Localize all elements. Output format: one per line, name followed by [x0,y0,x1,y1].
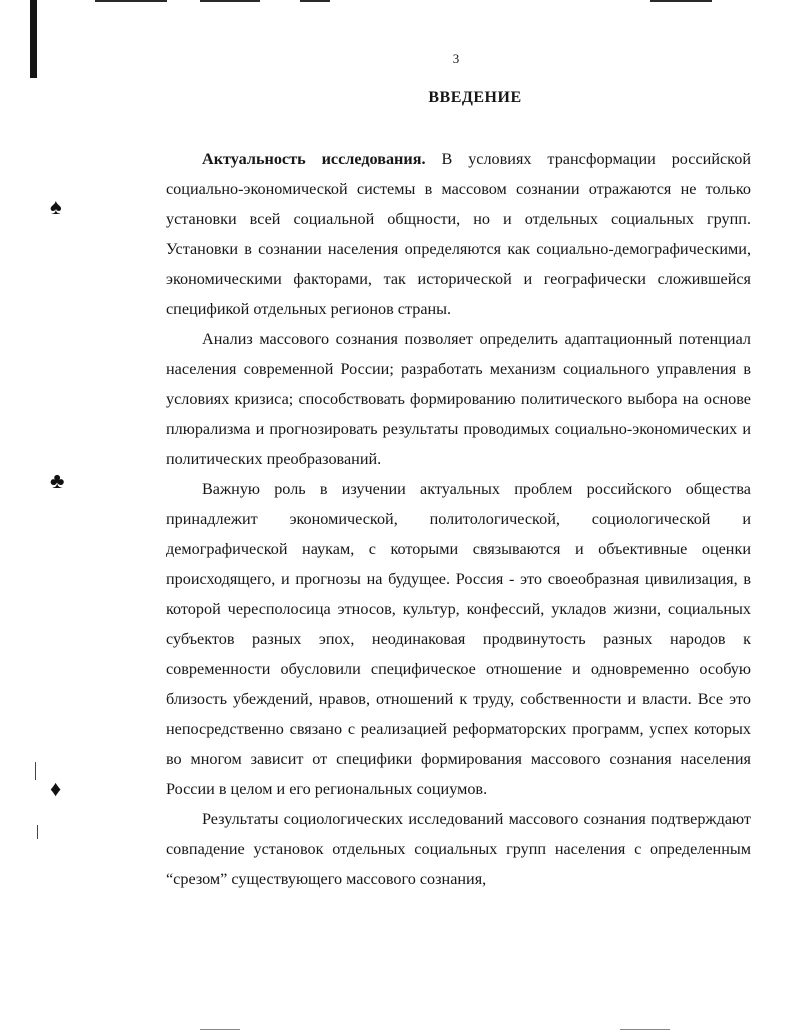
margin-tick [35,762,36,780]
scan-top-line [300,0,330,2]
binder-hole-mark: ♠ [50,194,62,219]
scan-top-line [650,0,712,2]
binder-hole-mark: ♣ [50,468,65,493]
paragraph: Важную роль в изучении актуальных проблем российского общества принадлежит экономической, политологической, социологической и демографической наукам, с которыми связываются и объективные оценки происходящего, и прогнозы на будущее. Россия - это своеобразная цивилизация, в которой чересполосица этносов, культур, конфессий, укладов жизни, социальных субъектов разных эпох, неодинаковая продвинутость разных народов к современности обусловили специфическое отношение и одновременно особую близость убеждений, нравов, отношений к труду, собственности и власти. Все это непосредственно связано с реализацией реформаторских программ, успех которых во многом зависит от специфики формирования массового сознания населения России в целом и его региональных социумов. [166,480,751,798]
paragraph-text: В условиях трансформации российской социально-экономической системы в массовом сознании отражаются не только установки всей социальной общности, но и отдельных социальных групп. Установки в сознании населения определяются как социально-демографическими, экономическими факторами, так исторической и географически сложившейся спецификой отдельных регионов страны. [166,150,751,318]
body-text [166,144,751,894]
paragraph: Результаты социологических исследований массового сознания подтверждают совпадение установок отдельных социальных групп населения с определенным “срезом” существующего массового сознания, [166,810,751,888]
page-number: 3 [452,51,460,66]
scan-top-line [95,0,167,2]
scan-top-line [200,0,260,2]
binder-hole-mark: ♦ [50,776,62,801]
scan-edge [30,0,37,78]
page-title: ВВЕДЕНИЕ [428,89,522,106]
margin-tick [37,825,38,839]
paragraph [166,144,751,324]
scan-bottom-line [200,1029,240,1030]
paragraph: Анализ массового сознания позволяет определить адаптационный потенциал населения современной России; разработать механизм социального управления в условиях кризиса; способствовать формированию политического выбора на основе плюрализма и прогнозировать результаты проводимых социально-экономических и политических преобразований. [166,330,751,468]
scan-bottom-line [620,1029,670,1030]
paragraph-lead: Актуальность исследования. [202,150,426,168]
